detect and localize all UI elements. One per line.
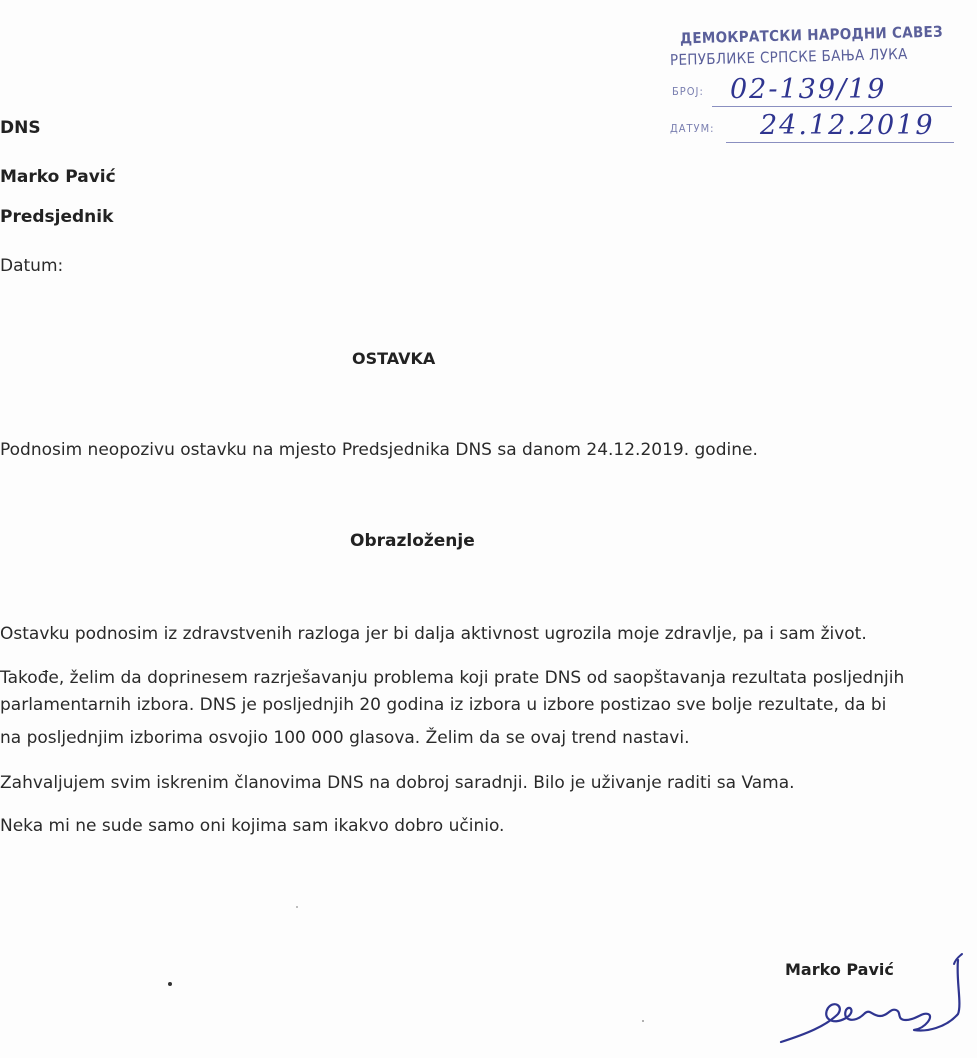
- paragraph-closing: Neka mi ne sude samo oni kojima sam ikakvo dobro učinio.: [0, 816, 505, 836]
- paragraph-problems-line3: na posljednjim izborima osvojio 100 000 glasova. Želim da se ovaj trend nastavi.: [0, 728, 690, 748]
- resignation-statement: Podnosim neopozivu ostavku na mjesto Predsjednika DNS sa danom 24.12.2019. godine.: [0, 440, 758, 460]
- document-title: OSTAVKA: [352, 349, 436, 368]
- paragraph-thanks: Zahvaljujem svim iskrenim članovima DNS na dobroj saradnji. Bilo je uživanje raditi sa Vama.: [0, 773, 795, 793]
- stamp-date-value: 24.12.2019: [760, 110, 935, 141]
- scan-speck: [168, 982, 172, 986]
- scan-speck: [642, 1020, 644, 1022]
- stamp-org-line1: ДЕМОКРАТСКИ НАРОДНИ САВЕЗ: [679, 22, 944, 48]
- stamp-date-label: ДАТУМ:: [670, 122, 715, 135]
- stamp-number-value: 02-139/19: [730, 74, 887, 105]
- paragraph-health: Ostavku podnosim iz zdravstvenih razloga jer bi dalja aktivnost ugrozila moje zdravlje, pa i sam život.: [0, 624, 867, 644]
- header-role: Predsjednik: [0, 207, 114, 227]
- signature-name: Marko Pavić: [785, 960, 894, 979]
- handwritten-signature: [776, 950, 976, 1058]
- header-date-label: Datum:: [0, 256, 64, 276]
- stamp-date-line: [726, 142, 954, 143]
- reasoning-heading: Obrazloženje: [350, 531, 475, 551]
- registry-stamp: [668, 18, 968, 141]
- stamp-number-label: БРОЈ:: [672, 85, 704, 98]
- paragraph-problems-line1: Takođe, želim da doprinesem razrješavanju problema koji prate DNS od saopštavanja rezultata posljednjih: [0, 668, 905, 688]
- paragraph-problems-line2: parlamentarnih izbora. DNS je posljednjih 20 godina iz izbora u izbore postizao sve bolje rezultate, da bi: [0, 695, 887, 715]
- header-name: Marko Pavić: [0, 167, 116, 187]
- header-org: DNS: [0, 118, 41, 138]
- scan-speck: [296, 906, 298, 908]
- stamp-number-line: [712, 106, 952, 107]
- stamp-org-line2: РЕПУБЛИКЕ СРПСКЕ БАЊА ЛУКА: [669, 44, 908, 70]
